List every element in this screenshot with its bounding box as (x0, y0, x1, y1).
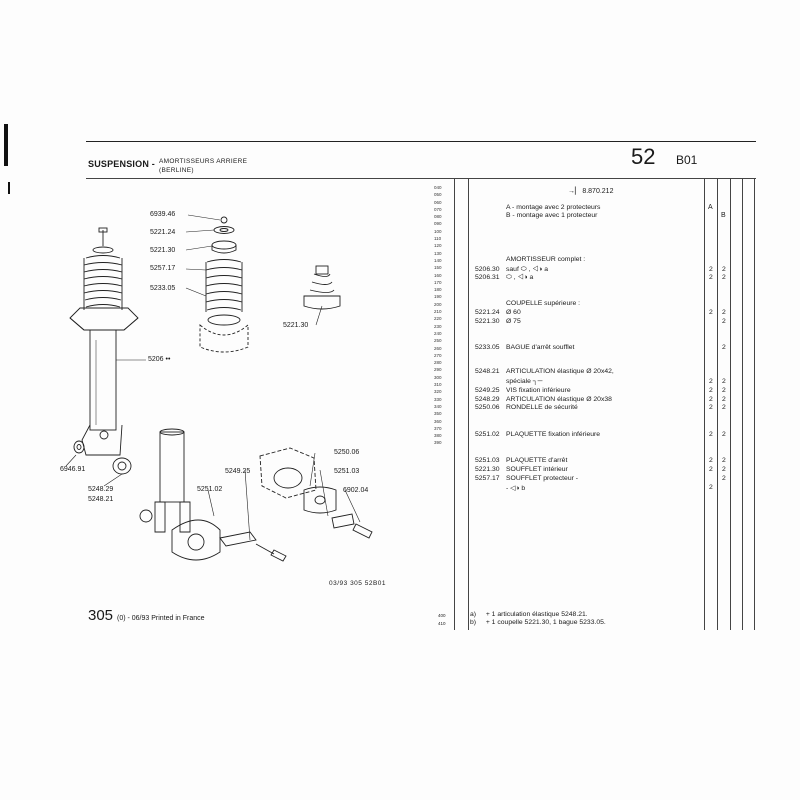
qty-col-b: 2 (722, 431, 726, 438)
qty-col-b: 2 (722, 404, 726, 411)
line-number: 130 (434, 250, 442, 256)
section-code: B01 (676, 153, 698, 167)
parts-row (475, 404, 578, 411)
line-number: 180 (434, 287, 442, 293)
parts-row (475, 309, 521, 316)
part-description: VIS fixation inférieure (506, 387, 571, 394)
qty-col-a: 2 (709, 466, 713, 473)
line-number: 260 (434, 345, 442, 351)
parts-row (475, 300, 580, 307)
callout-5233-05: 5233.05 (150, 285, 176, 292)
line-number: 060 (434, 199, 442, 205)
qty-col-b: 2 (722, 396, 726, 403)
line-number: 200 (434, 301, 442, 307)
line-number: 360 (434, 418, 442, 424)
header-rule (86, 141, 756, 142)
part-ref: 5206.30 (475, 266, 500, 273)
section-number: 52 (631, 144, 656, 169)
parts-row (475, 387, 571, 394)
callout-5221-24: 5221.24 (150, 229, 176, 236)
part-ref: 5221.24 (475, 309, 500, 316)
col-a-header: A (708, 204, 713, 211)
page-number: 305 (88, 607, 114, 624)
vin-marker: →▏ 8.870.212 (568, 188, 614, 195)
line-number: 230 (434, 323, 442, 329)
qty-col-b: 2 (722, 475, 726, 482)
part-ref: 5233.05 (475, 344, 500, 351)
note-b (470, 619, 606, 626)
page-footer-text: (0) - 06/93 Printed in France (117, 615, 205, 622)
line-number: 350 (434, 411, 442, 417)
part-ref: 5221.30 (475, 466, 500, 473)
line-numbers (434, 184, 452, 447)
lower-tube-drawing (155, 429, 190, 532)
scan-mark (8, 182, 10, 194)
callout-5248-21: 5248.21 (88, 496, 114, 503)
table-line (754, 179, 755, 630)
page-subtitle (159, 157, 247, 175)
callout-5248-29: 5248.29 (88, 486, 114, 493)
note-text: + 1 coupelle 5221.30, 1 bague 5233.05. (485, 619, 606, 626)
qty-col-b: 2 (722, 466, 726, 473)
part-ref: 5221.30 (475, 318, 500, 325)
part-description: B - montage avec 1 protecteur (506, 212, 598, 219)
part-description: ARTICULATION élastique Ø 20x38 (506, 396, 612, 403)
part-description: ⬭ , ◁◑ a (506, 274, 534, 281)
parts-row (475, 457, 567, 464)
qty-col-a: 2 (709, 484, 713, 491)
parts-row (475, 212, 597, 219)
callout-6946-91: 6946.91 (60, 466, 86, 473)
part-description: A - montage avec 2 protecteurs (506, 204, 601, 211)
parts-row (475, 466, 568, 473)
part-description: - ◁◑ b (506, 485, 526, 492)
note-label: b) (470, 619, 477, 626)
qty-col-a: 2 (709, 309, 713, 316)
qty-col-a: 2 (709, 266, 713, 273)
line-number: 310 (434, 382, 442, 388)
part-description: sauf ⬭ , ◁◑ a (506, 266, 549, 273)
line-number: 100 (434, 228, 442, 234)
parts-row (475, 318, 521, 325)
line-number: 240 (434, 330, 442, 336)
lower-plate-drawing (172, 520, 256, 560)
table-line (468, 179, 469, 630)
part-ref: 5249.25 (475, 387, 500, 394)
line-number: 160 (434, 272, 442, 278)
part-ref: 5251.02 (475, 431, 500, 438)
table-line (704, 179, 705, 630)
col-b-header: B (721, 212, 726, 219)
footer-line-numbers (438, 612, 446, 628)
parts-row (475, 368, 614, 375)
washer-2-drawing (140, 510, 152, 522)
image-reference: 03/93 305 52B01 (329, 580, 387, 587)
line-number: 220 (434, 316, 442, 322)
parts-row (475, 274, 533, 282)
callout-5250-06: 5250.06 (334, 449, 360, 456)
callout-5251-03: 5251.03 (334, 468, 360, 475)
part-ref: 5206.31 (475, 274, 500, 281)
line-number: 110 (434, 236, 442, 242)
part-description: Ø 75 (506, 318, 521, 325)
callout-6939-46: 6939.46 (150, 211, 176, 218)
qty-col-a: 2 (709, 396, 713, 403)
parts-row (475, 475, 578, 482)
parts-row (475, 344, 574, 351)
bush-drawing (113, 458, 131, 474)
qty-col-b: 2 (722, 309, 726, 316)
line-number: 120 (434, 243, 442, 249)
table-line (742, 179, 743, 630)
line-number: 280 (434, 360, 442, 366)
qty-col-a: 2 (709, 274, 713, 281)
part-ref: 5250.06 (475, 404, 500, 411)
note-a (470, 611, 588, 618)
qty-col-a: 2 (709, 404, 713, 411)
line-number: 040 (434, 185, 442, 190)
part-description: AMORTISSEUR complet : (506, 256, 586, 263)
parts-row (475, 431, 600, 438)
callout-5257-17: 5257.17 (150, 265, 176, 272)
line-number: 380 (434, 433, 442, 439)
scan-mark (4, 124, 8, 166)
part-description: COUPELLE supérieure : (506, 300, 581, 307)
line-number: 250 (434, 338, 442, 344)
line-number: 300 (434, 374, 442, 380)
exploded-diagram (60, 200, 430, 580)
qty-col-b: 2 (722, 274, 726, 281)
shock-absorber-drawing (70, 228, 138, 455)
line-number: 400 (438, 613, 446, 618)
part-description: ARTICULATION élastique Ø 20x42, (506, 368, 614, 375)
line-number: 140 (434, 257, 442, 263)
qty-col-b: 2 (722, 387, 726, 394)
line-number: 150 (434, 265, 442, 271)
part-description: RONDELLE de sécurité (506, 404, 578, 411)
callout-5221-30-bumpstop: 5221.30 (283, 322, 309, 329)
part-description: SOUFFLET intérieur (506, 466, 568, 473)
line-number: 190 (434, 294, 442, 300)
part-description: PLAQUETTE d'arrêt (506, 457, 568, 464)
parts-row (475, 256, 585, 263)
part-ref: 5248.29 (475, 396, 500, 403)
callout-5249-25: 5249.25 (225, 468, 251, 475)
qty-col-a: 2 (709, 387, 713, 394)
part-ref: 5248.21 (475, 368, 500, 375)
bump-stop-drawing (304, 266, 340, 309)
line-number: 290 (434, 367, 442, 373)
line-number: 390 (434, 440, 442, 446)
top-parts-drawing (200, 217, 248, 352)
part-description: PLAQUETTE fixation inférieure (506, 431, 601, 438)
qty-col-b: 2 (722, 378, 726, 385)
parts-row (475, 204, 600, 211)
line-number: 410 (438, 621, 446, 626)
line-number: 340 (434, 403, 442, 409)
parts-row (475, 484, 525, 492)
parts-row (475, 378, 542, 385)
part-description: SOUFFLET protecteur - (506, 475, 579, 482)
line-number: 370 (434, 425, 442, 431)
line-number: 330 (434, 396, 442, 402)
line-number: 090 (434, 221, 442, 227)
part-ref: 5251.03 (475, 457, 500, 464)
line-number: 050 (434, 192, 442, 198)
subtitle-line-2: (BERLINE) (159, 167, 194, 174)
part-description: Ø 60 (506, 309, 521, 316)
table-line (717, 179, 718, 630)
line-number: 320 (434, 389, 442, 395)
bolt-drawing (256, 544, 286, 561)
part-description: BAGUE d'arrêt soufflet (506, 344, 575, 351)
table-line (454, 179, 455, 630)
callout-5251-02: 5251.02 (197, 486, 223, 493)
callout-5206: 5206 •• (148, 356, 171, 363)
parts-row (475, 396, 612, 403)
line-number: 170 (434, 279, 442, 285)
qty-col-b: 2 (722, 266, 726, 273)
page-title: SUSPENSION - (88, 159, 155, 169)
header-rule-bottom (86, 178, 756, 179)
line-number: 270 (434, 352, 442, 358)
note-label: a) (470, 611, 477, 618)
qty-col-a: 2 (709, 457, 713, 464)
line-number: 080 (434, 214, 442, 220)
qty-col-b: 2 (722, 457, 726, 464)
part-description: spéciale ┐─ (506, 378, 543, 385)
callout-5221-30: 5221.30 (150, 247, 176, 254)
part-ref: 5257.17 (475, 475, 500, 482)
qty-col-a: 2 (709, 378, 713, 385)
washer-drawing (74, 441, 84, 453)
line-number: 070 (434, 206, 442, 212)
note-text: + 1 articulation élastique 5248.21. (485, 611, 588, 618)
line-number: 210 (434, 309, 442, 315)
qty-col-a: 2 (709, 431, 713, 438)
parts-row (475, 266, 548, 274)
subtitle-line-1: AMORTISSEURS ARRIERE (159, 158, 248, 165)
qty-col-b: 2 (722, 344, 726, 351)
qty-col-b: 2 (722, 318, 726, 325)
table-line (730, 179, 731, 630)
callout-6902-04: 6902.04 (343, 487, 369, 494)
